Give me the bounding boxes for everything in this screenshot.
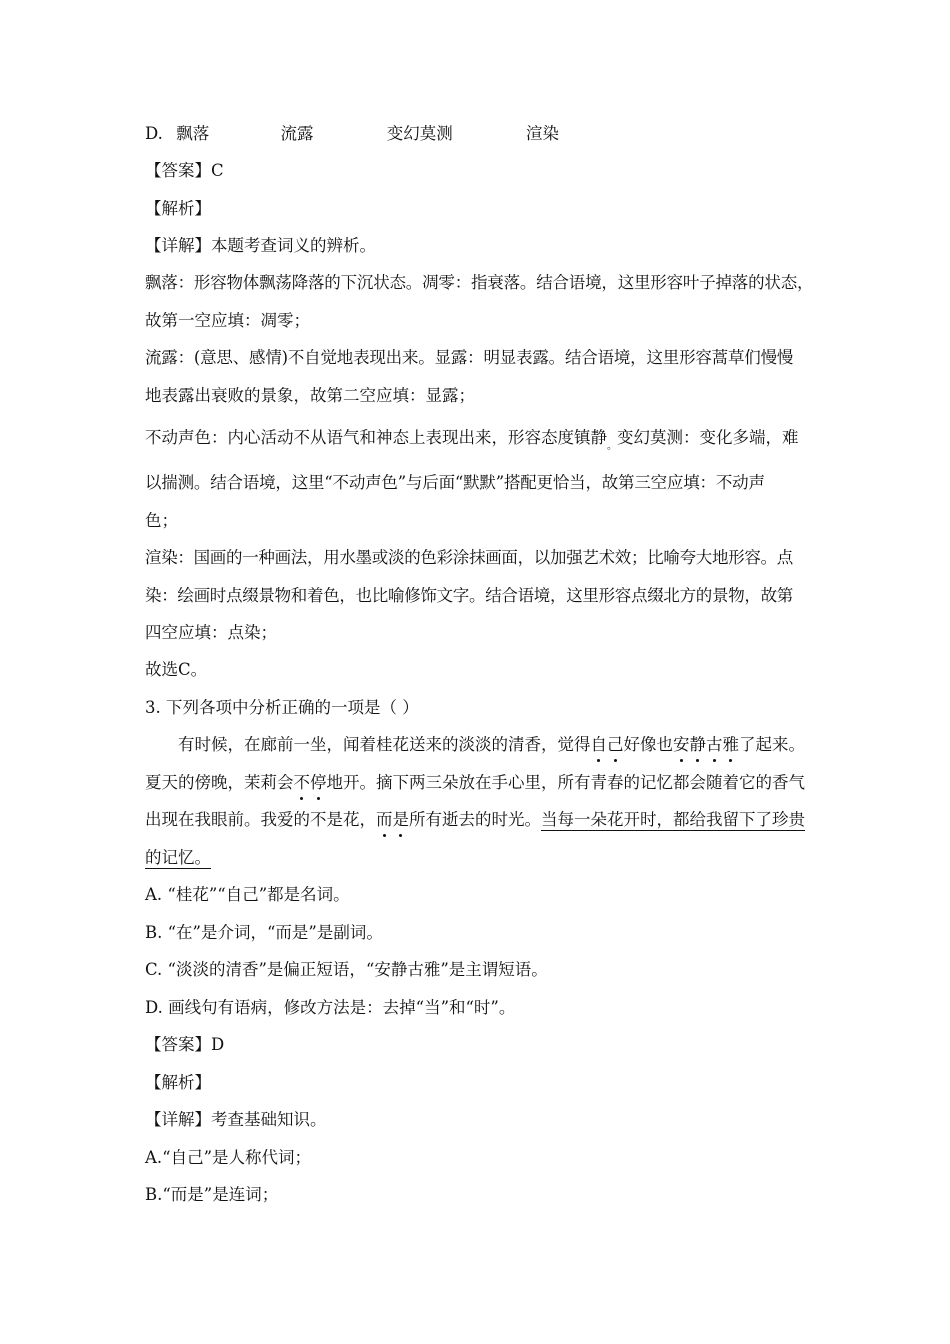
q3-passage-line-2	[145, 771, 805, 795]
q2-paragraph-4-line-2: 染：绘画时点缀景物和着色，也比喻修饰文字。结合语境，这里形容点缀北方的景物，故第	[145, 586, 794, 605]
q3-passage-line-4	[145, 846, 211, 870]
option-d-word-2: 流露	[280, 124, 314, 143]
emphasis-dot-char: 安	[673, 733, 690, 757]
q2-detail-heading: 【详解】本题考查词义的辨析。	[145, 236, 376, 255]
q3-dotted-word-ziji-text	[591, 735, 624, 754]
q3-passage-text: 夏天的傍晚，茉莉会	[145, 773, 294, 792]
q3-option-c: C. “淡淡的清香”是偏正短语，“安静古雅”是主谓短语。	[145, 960, 548, 979]
q3-dotted-word-ershi	[376, 810, 409, 829]
q2-paragraph-3-line-1	[145, 426, 799, 459]
q2-paragraph-3-text-a: 不动声色：内心活动不从语气和神态上表现出来，形容态度镇静	[145, 428, 607, 447]
q2-answer: 【答案】C	[145, 161, 224, 180]
emphasis-dot-char: 静	[690, 733, 707, 757]
option-d-word-4: 渲染	[526, 124, 559, 143]
option-d-prefix: D.	[145, 124, 163, 143]
q3-answer: 【答案】D	[145, 1035, 225, 1054]
q2-paragraph-4-line-1: 渲染：国画的一种画法，用水墨或淡的色彩涂抹画面，以加强艺术效；比喻夸大地形容。点	[145, 548, 794, 567]
q2-paragraph-3-text-b: 变幻莫测：变化多端，难	[617, 428, 799, 447]
q2-paragraph-3-mark: 。	[607, 441, 617, 452]
emphasis-dot-char: 自	[591, 733, 608, 757]
q3-underlined-sentence-part-1: 当每一朵花开时，都给我留下了珍贵	[541, 810, 805, 829]
emphasis-dot-char: 雅	[723, 733, 740, 757]
q3-passage-line-3	[145, 808, 805, 832]
emphasis-dot-char: 而	[376, 808, 393, 832]
q2-paragraph-1-line-1: 飘落：形容物体飘荡降落的下沉状态。凋零：指衰落。结合语境，这里形容叶子掉落的状态，	[145, 273, 814, 292]
q2-paragraph-3-line-2: 以揣测。结合语境，这里“不动声色”与后面“默默”搭配更恰当，故第三空应填：不动声	[145, 473, 765, 492]
q3-option-d: D. 画线句有语病，修改方法是：去掉“当”和“时”。	[145, 998, 516, 1017]
option-d-word-3: 变幻莫测	[386, 124, 453, 143]
q3-passage-line-1	[178, 733, 805, 757]
q2-paragraph-1-line-2: 故第一空应填：凋零；	[145, 311, 310, 330]
emphasis-dot-char: 不	[294, 771, 311, 795]
q3-option-a: A. “桂花”“自己”都是名词。	[145, 885, 350, 904]
emphasis-dot-char: 己	[607, 733, 624, 757]
option-d-previous-question	[145, 122, 559, 146]
q2-analysis-heading: 【解析】	[145, 199, 211, 218]
q3-analysis-heading: 【解析】	[145, 1073, 211, 1092]
q3-dotted-word-anjing-guya	[673, 735, 739, 754]
q3-passage-text: 了起来。	[739, 735, 805, 754]
q3-dotted-word-ziji	[591, 735, 624, 754]
option-d-word-1: 飘落	[176, 124, 210, 143]
q3-option-b: B. “在”是介词，“而是”是副词。	[145, 923, 383, 942]
q2-paragraph-2-line-1: 流露：(意思、感情)不自觉地表现出来。显露：明显表露。结合语境，这里形容蒿草们慢慢	[145, 348, 794, 367]
q3-passage-text: 好像也	[623, 735, 673, 754]
q2-conclusion: 故选C。	[145, 660, 208, 679]
q3-explanation-a: A.“自己”是人称代词；	[145, 1148, 312, 1167]
q3-explanation-b: B.“而是”是连词；	[145, 1185, 279, 1204]
emphasis-dot-char: 是	[393, 808, 410, 832]
q3-passage-text: 有时候，在廊前一坐，闻着桂花送来的淡淡的清香，觉得	[178, 735, 591, 754]
q3-passage-text: 出现在我眼前。我爱的不是花，	[145, 810, 376, 829]
q3-passage-text: 地开。摘下两三朵放在手心里，所有青春的记忆都会随着它的香气	[326, 773, 805, 792]
emphasis-dot-char: 停	[310, 771, 327, 795]
q3-underlined-sentence-part-2: 的记忆。	[145, 848, 211, 867]
q2-paragraph-4-line-3: 四空应填：点染；	[145, 623, 277, 642]
emphasis-dot-char: 古	[706, 733, 723, 757]
q3-passage-text: 所有逝去的时光。	[409, 810, 541, 829]
q3-detail-heading: 【详解】考查基础知识。	[145, 1110, 327, 1129]
q3-stem: 3. 下列各项中分析正确的一项是（ ）	[145, 698, 419, 717]
q3-dotted-word-buting	[294, 773, 327, 792]
q2-paragraph-2-line-2: 地表露出衰败的景象，故第二空应填：显露；	[145, 386, 475, 405]
q2-paragraph-3-line-3: 色；	[145, 511, 178, 530]
